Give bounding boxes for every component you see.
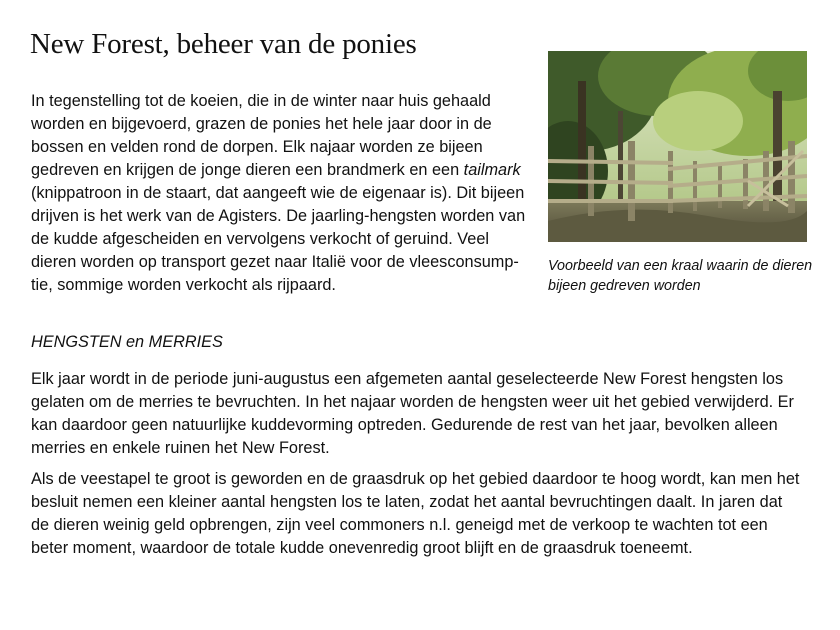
body-paragraph-1: Elk jaar wordt in de periode juni-augustus een afgemeten aantal geselecteerde New Forest hengsten los gelaten om de merries te bevruchten. In het najaar worden de hengsten weer uit het gebied verwijderd. Er kan daardoor geen natuurlijke kuddevorming optreden. Gedurende de rest van het jaar, bevolken alleen merries en enkele ruinen het New Forest. [31,370,794,457]
intro-text-end: (knippatroon in de staart, dat aangeeft wie de eigenaar is). Dit bijeen drijven is het werk van de Agisters. De jaarling-hengsten worden van de kudde afgescheiden en vervolgens verkocht of geruind. Veel dieren worden op transport gezet naar Italië voor de vleesconsump-tie, sommige worden verkocht als rijpaard. [31,184,526,294]
page-title: New Forest, beheer van de ponies [30,28,417,60]
intro-emphasis: tailmark [463,161,521,179]
intro-text-start: In tegenstelling tot de koeien, die in de winter naar huis gehaald worden en bijgevoerd, grazen de ponies het hele jaar door in de bossen en velden rond de dorpen. Elk najaar worden ze bijeen gedreven en krijgen de jonge dieren een brandmerk en een [31,92,492,179]
section-heading-part3: MERRIES [148,333,223,351]
intro-paragraph [31,90,536,297]
forest-gate-photo [548,51,807,242]
section-heading-part1: HENGSTEN [31,333,122,351]
section-heading [31,333,223,352]
photo-illustration [548,51,807,242]
photo-caption: Voorbeeld van een kraal waarin de dieren bijeen gedreven worden [548,258,813,294]
body-paragraph-2: Als de veestapel te groot is geworden en de graasdruk op het gebied daardoor te hoog wordt, kan men het besluit nemen een kleiner aantal hengsten los te laten, zodat het aantal bevruchtingen daalt. In jaren dat de dieren weinig geld opbrengen, zijn veel commoners n.l. geneigd met de verkoop te wachten tot een beter moment, waardoor de totale kudde onevenredig groot blijft en de graasdruk toeneemt. [31,470,800,557]
section-heading-part2: en [121,333,149,351]
